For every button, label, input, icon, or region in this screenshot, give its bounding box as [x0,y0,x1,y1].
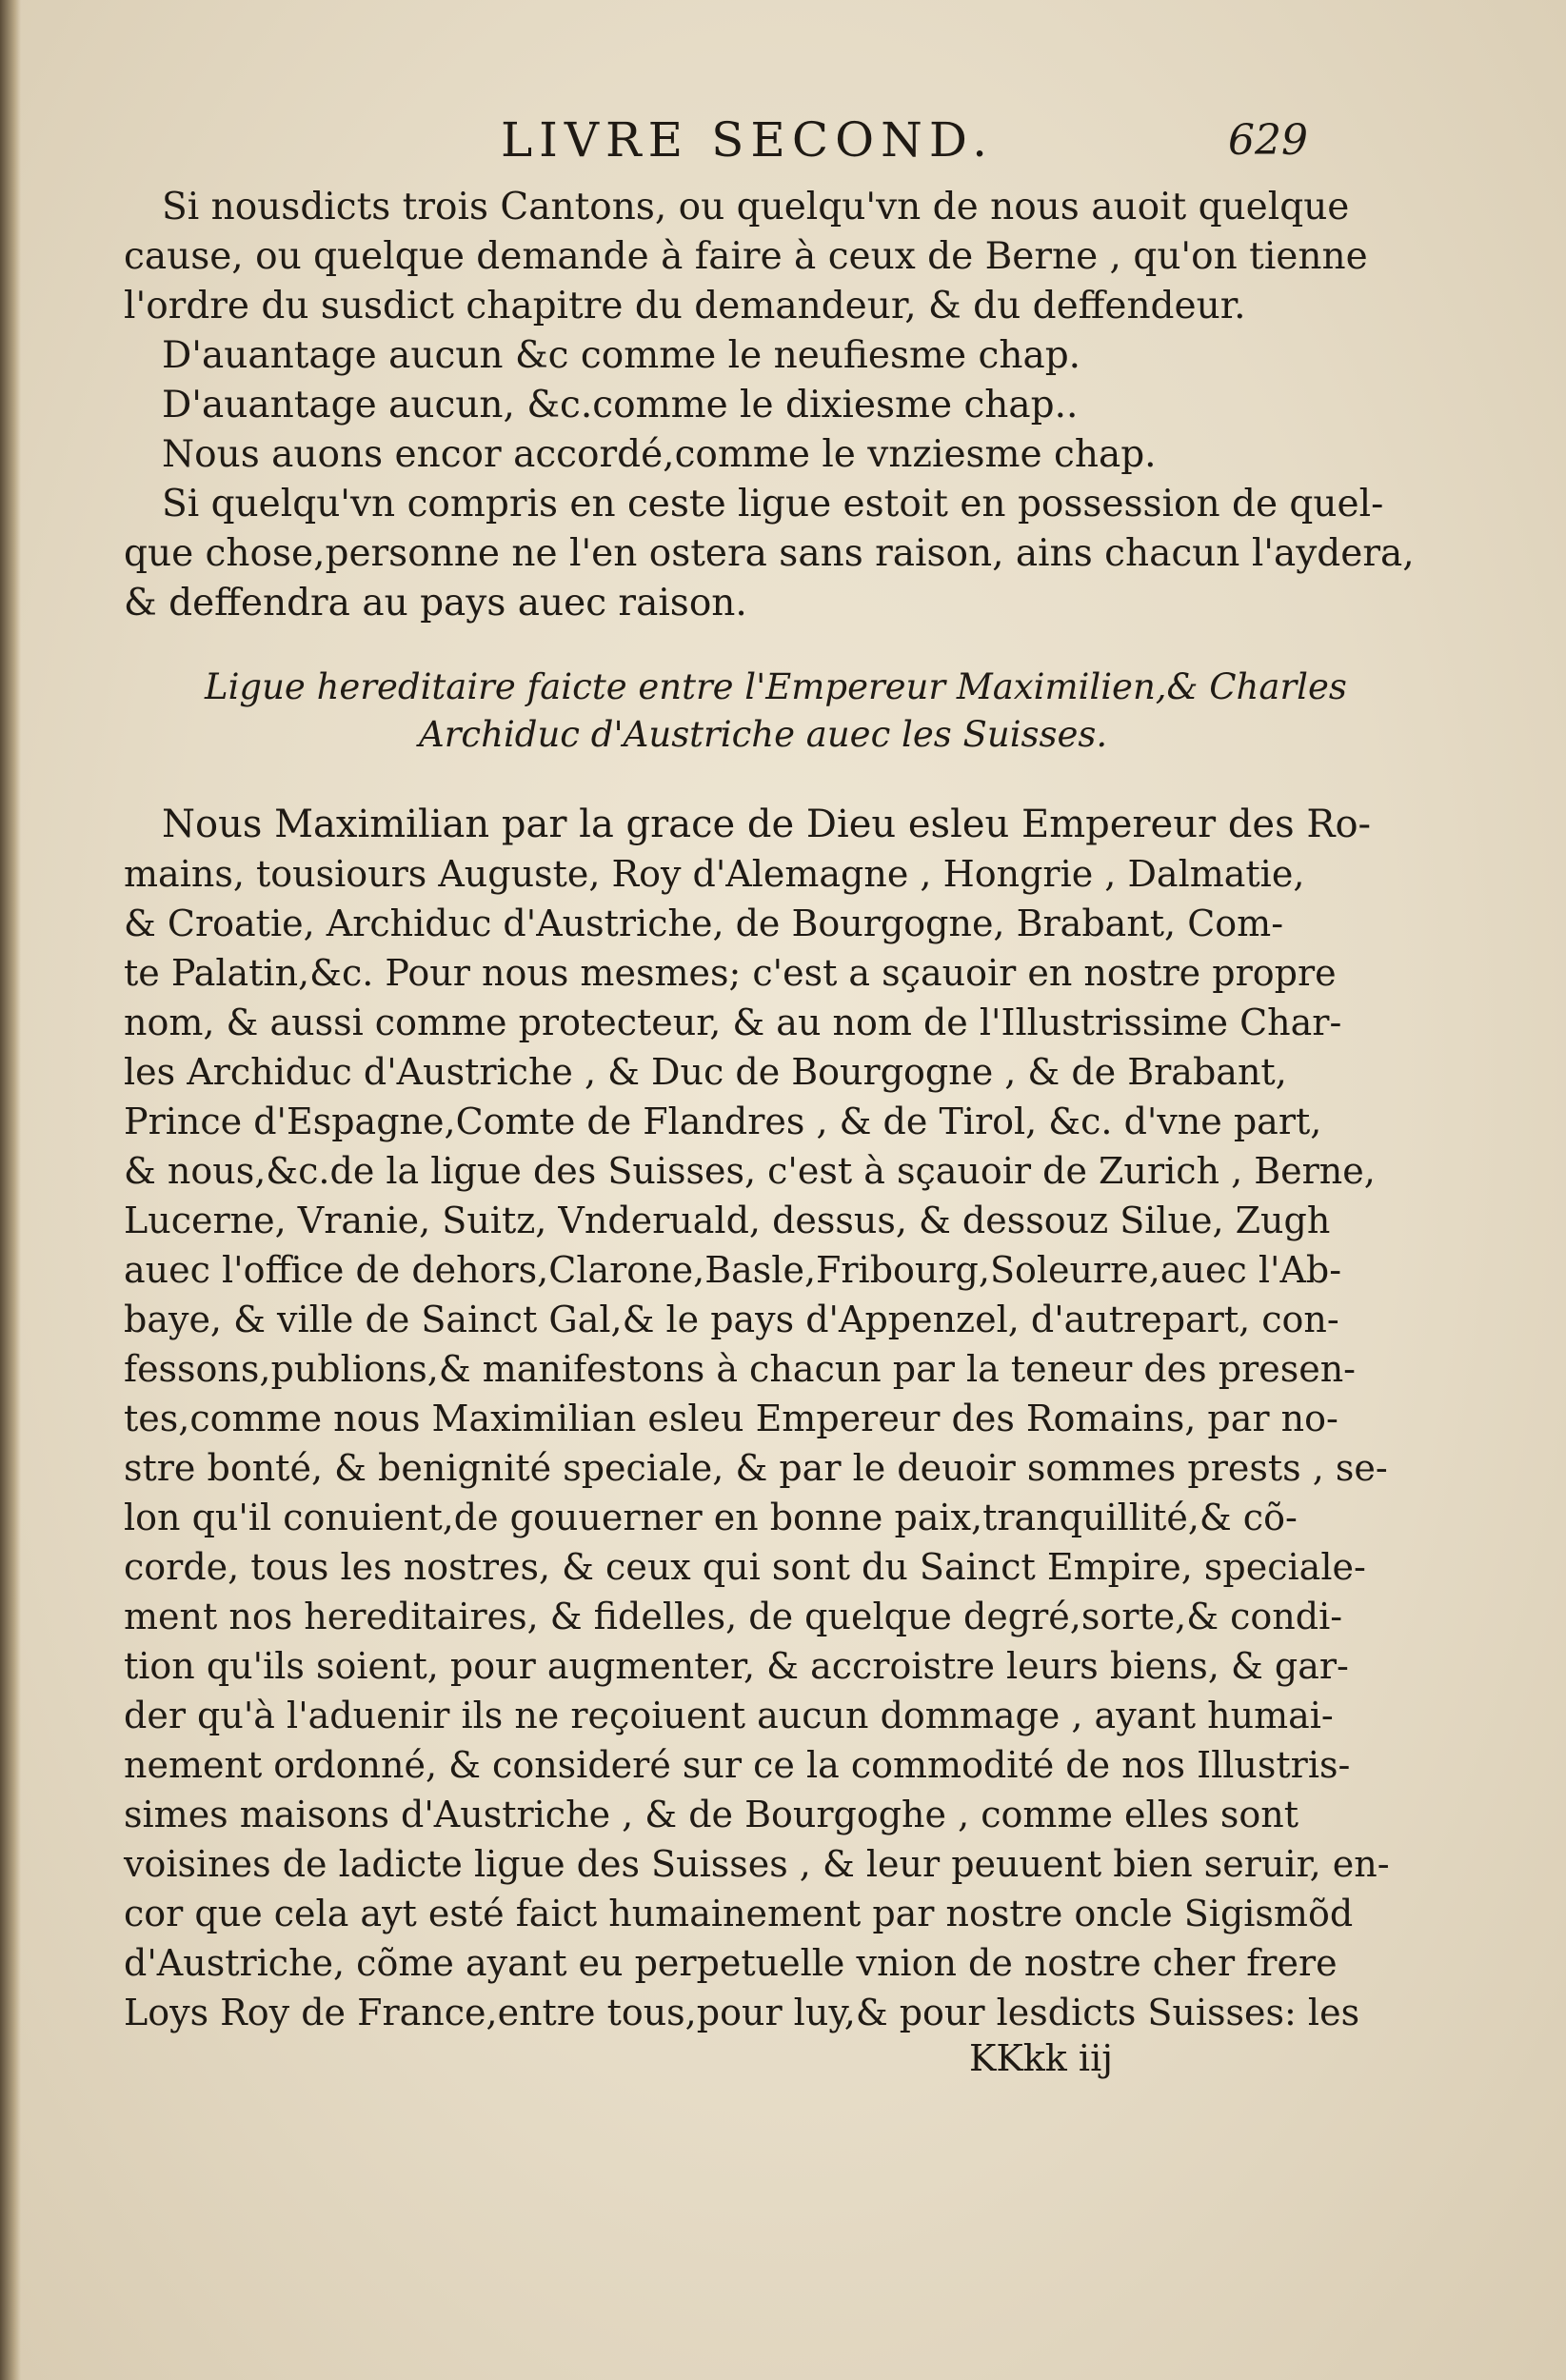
page-number: 629 [1228,116,1308,165]
text-line: baye, & ville de Sainct Gal,& le pays d'Appenzel, d'autrepart, con- [124,1299,1339,1340]
text-line: & deffendra au pays auec raison. [124,582,747,625]
text-line: te Palatin,&c. Pour nous mesmes; c'est a sçauoir en nostre propre [124,952,1337,994]
text-line: & Croatie, Archiduc d'Austriche, de Bourgogne, Brabant, Com- [124,902,1284,944]
text-line: l'ordre du susdict chapitre du demandeur, & du deffendeur. [124,285,1246,327]
text-line: cause, ou quelque demande à faire à ceux de Berne , qu'on tienne [124,235,1368,278]
text-line: les Archiduc d'Austriche , & Duc de Bourgogne , & de Brabant, [124,1051,1287,1093]
text-line: fessons,publions,& manifestons à chacun par la teneur des presen- [124,1348,1357,1390]
text-line: tion qu'ils soient, pour augmenter, & accroistre leurs biens, & gar- [124,1645,1349,1687]
text-line: der qu'à l'aduenir ils ne reçoiuent aucun dommage , ayant humai- [124,1695,1334,1736]
text-line: D'auantage aucun, &c.comme le dixiesme chap.. [162,384,1079,426]
section-title-line-1: Ligue hereditaire faicte entre l'Empereur Maximilien,& Charles [205,666,1347,707]
text-line: corde, tous les nostres, & ceux qui sont du Sainct Empire, speciale- [124,1546,1366,1588]
text-line: Nous Maximilian par la grace de Dieu esleu Empereur des Ro- [162,803,1372,846]
text-line: voisines de ladicte ligue des Suisses , & leur peuuent bien seruir, en- [124,1843,1390,1885]
text-line: Nous auons encor accordé,comme le vnziesme chap. [162,433,1157,476]
text-line: lon qu'il conuient,de gouuerner en bonne paix,tranquillité,& cõ- [124,1497,1298,1538]
section-title-line-2: Archiduc d'Austriche auec les Suisses. [419,714,1108,755]
running-title: LIVRE SECOND. [500,112,995,168]
text-line: cor que cela ayt esté faict humainement par nostre oncle Sigismõd [124,1893,1354,1934]
text-line: Si nousdicts trois Cantons, ou quelqu'vn de nous auoit quelque [162,186,1350,228]
binding-gutter [0,0,21,2380]
text-line: tes,comme nous Maximilian esleu Empereur des Romains, par no- [124,1398,1338,1439]
text-line: ment nos hereditaires, & fidelles, de quelque degré,sorte,& condi- [124,1596,1343,1637]
text-line: nom, & aussi comme protecteur, & au nom de l'Illustrissime Char- [124,1002,1342,1043]
text-line: d'Austriche, cõme ayant eu perpetuelle vnion de nostre cher frere [124,1942,1338,1984]
text-line: nement ordonné, & consideré sur ce la commodité de nos Illustris- [124,1744,1351,1786]
text-line: mains, tousiours Auguste, Roy d'Alemagne , Hongrie , Dalmatie, [124,853,1305,895]
signature-mark: KKkk iij [969,2037,1113,2079]
text-line: que chose,personne ne l'en ostera sans raison, ains chacun l'aydera, [124,532,1415,575]
text-line: simes maisons d'Austriche , & de Bourgoghe , comme elles sont [124,1794,1299,1835]
text-line: auec l'office de dehors,Clarone,Basle,Fribourg,Soleurre,auec l'Ab- [124,1249,1342,1291]
text-line: Lucerne, Vranie, Suitz, Vnderuald, dessus, & dessouz Silue, Zugh [124,1200,1331,1241]
text-line: stre bonté, & benignité speciale, & par le deuoir sommes prests , se- [124,1447,1388,1489]
text-line: Prince d'Espagne,Comte de Flandres , & de Tirol, &c. d'vne part, [124,1101,1322,1142]
text-line: D'auantage aucun &c comme le neufiesme chap. [162,334,1081,377]
text-line: Loys Roy de France,entre tous,pour luy,& pour lesdicts Suisses: les [124,1992,1360,2033]
text-line: Si quelqu'vn compris en ceste ligue estoit en possession de quel- [162,483,1384,526]
text-line: & nous,&c.de la ligue des Suisses, c'est à sçauoir de Zurich , Berne, [124,1150,1376,1192]
